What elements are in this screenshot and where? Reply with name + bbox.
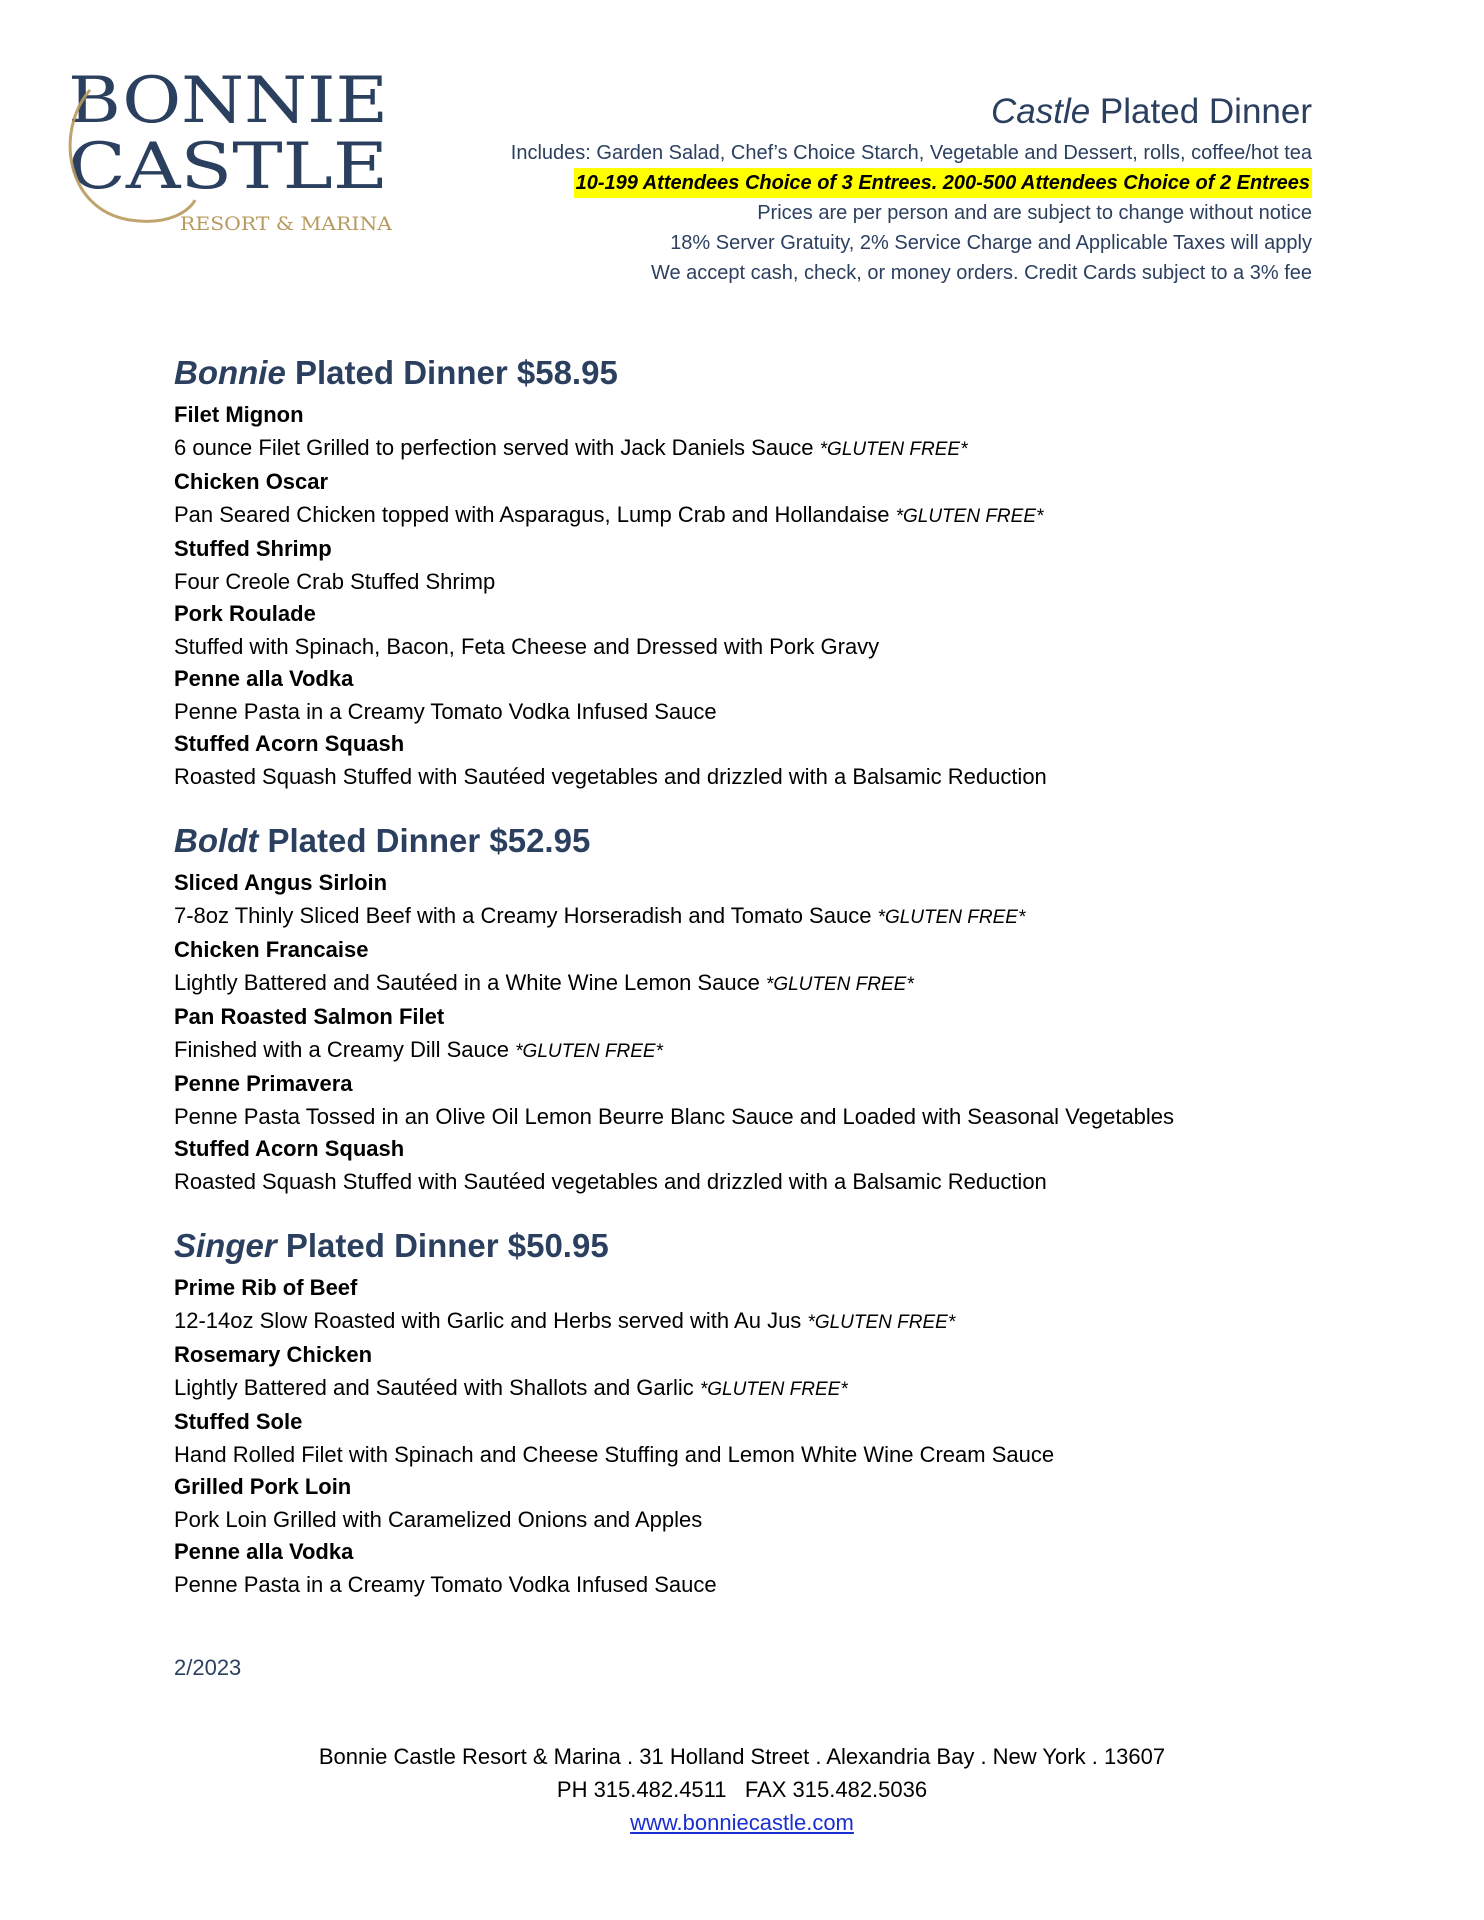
menu-section-singer xyxy=(174,1222,1324,1601)
menu-item-desc: Penne Pasta in a Creamy Tomato Vodka Infused Sauce xyxy=(174,699,717,724)
menu-item-desc: 7-8oz Thinly Sliced Beef with a Creamy Horseradish and Tomato Sauce *GLUTEN FREE* xyxy=(174,903,1026,928)
footer-phone-fax: PH 315.482.4511 FAX 315.482.5036 xyxy=(556,1777,928,1802)
menu-item-name: Filet Mignon xyxy=(174,402,304,427)
header-title-rest: Plated Dinner xyxy=(1090,92,1312,131)
menu-item-name: Stuffed Sole xyxy=(174,1409,303,1434)
gluten-free-tag: *GLUTEN FREE* xyxy=(699,1379,848,1400)
revision-date: 2/2023 xyxy=(174,1655,242,1680)
menu-item-desc: Pan Seared Chicken topped with Asparagus, Lump Crab and Hollandaise *GLUTEN FREE* xyxy=(174,502,1044,527)
section-title-rest: Plated Dinner $52.95 xyxy=(258,822,591,859)
menu-item-name: Rosemary Chicken xyxy=(174,1342,373,1367)
footer xyxy=(0,1740,1484,1839)
website-link[interactable]: www.bonniecastle.com xyxy=(630,1810,854,1835)
menu-item-desc: 6 ounce Filet Grilled to perfection served with Jack Daniels Sauce *GLUTEN FREE* xyxy=(174,435,968,460)
menu-item-name: Grilled Pork Loin xyxy=(174,1474,352,1499)
menu-section-bonnie xyxy=(174,349,1324,793)
header-title xyxy=(352,90,1312,134)
menu-item-desc: Hand Rolled Filet with Spinach and Cheese Stuffing and Lemon White Wine Cream Sauce xyxy=(174,1442,1055,1467)
menu-item-desc: Roasted Squash Stuffed with Sautéed vegetables and drizzled with a Balsamic Reduction xyxy=(174,1169,1047,1194)
gluten-free-tag: *GLUTEN FREE* xyxy=(765,974,914,995)
gluten-free-tag: *GLUTEN FREE* xyxy=(877,907,1026,928)
section-title-rest: Plated Dinner $58.95 xyxy=(285,354,618,391)
menu-item-name: Penne alla Vodka xyxy=(174,1539,354,1564)
prices-note: Prices are per person and are subject to change without notice xyxy=(757,202,1312,224)
menu xyxy=(174,349,1324,1601)
logo-brand-line2: CASTLE xyxy=(68,130,388,204)
header-title-italic: Castle xyxy=(990,92,1091,131)
section-title-rest: Plated Dinner $50.95 xyxy=(276,1227,609,1264)
logo-tagline: RESORT & MARINA xyxy=(180,213,393,235)
menu-item-name: Sliced Angus Sirloin xyxy=(174,870,388,895)
menu-item-name: Chicken Oscar xyxy=(174,469,329,494)
menu-item-desc: Lightly Battered and Sautéed with Shallots and Garlic *GLUTEN FREE* xyxy=(174,1375,848,1400)
menu-item-name: Chicken Francaise xyxy=(174,937,369,962)
section-title xyxy=(174,1222,1324,1270)
gluten-free-tag: *GLUTEN FREE* xyxy=(819,439,968,460)
header-includes: Includes: Garden Salad, Chef’s Choice Starch, Vegetable and Dessert, rolls, coffee/hot tea xyxy=(510,142,1312,164)
menu-item-desc: Finished with a Creamy Dill Sauce *GLUTEN FREE* xyxy=(174,1037,663,1062)
menu-item-desc: Lightly Battered and Sautéed in a White Wine Lemon Sauce *GLUTEN FREE* xyxy=(174,970,914,995)
section-title xyxy=(174,349,1324,397)
logo-brand-line1: BONNIE xyxy=(68,64,388,138)
menu-item-desc: Penne Pasta Tossed in an Olive Oil Lemon Beurre Blanc Sauce and Loaded with Seasonal Vegetables xyxy=(174,1104,1175,1129)
menu-item-name: Penne alla Vodka xyxy=(174,666,354,691)
section-name: Bonnie xyxy=(174,354,286,391)
menu-item-name: Stuffed Acorn Squash xyxy=(174,1136,405,1161)
menu-item-name: Penne Primavera xyxy=(174,1071,353,1096)
menu-item-name: Stuffed Shrimp xyxy=(174,536,332,561)
gluten-free-tag: *GLUTEN FREE* xyxy=(895,506,1044,527)
footer-address: Bonnie Castle Resort & Marina . 31 Holland Street . Alexandria Bay . New York . 13607 xyxy=(318,1744,1166,1769)
menu-item-desc: 12-14oz Slow Roasted with Garlic and Herbs served with Au Jus *GLUTEN FREE* xyxy=(174,1308,956,1333)
menu-item-name: Pork Roulade xyxy=(174,601,316,626)
header-info xyxy=(352,90,1312,288)
menu-item-desc: Four Creole Crab Stuffed Shrimp xyxy=(174,569,496,594)
menu-item-name: Pan Roasted Salmon Filet xyxy=(174,1004,445,1029)
section-title xyxy=(174,817,1324,865)
menu-item-desc: Penne Pasta in a Creamy Tomato Vodka Infused Sauce xyxy=(174,1572,717,1597)
payment-note: We accept cash, check, or money orders. Credit Cards subject to a 3% fee xyxy=(650,262,1312,284)
bonnie-castle-logo xyxy=(60,60,400,240)
menu-item-desc: Pork Loin Grilled with Caramelized Onions and Apples xyxy=(174,1507,703,1532)
menu-item-desc: Roasted Squash Stuffed with Sautéed vegetables and drizzled with a Balsamic Reduction xyxy=(174,764,1047,789)
menu-section-boldt xyxy=(174,817,1324,1198)
menu-item-name: Stuffed Acorn Squash xyxy=(174,731,405,756)
section-name: Boldt xyxy=(174,822,259,859)
menu-item-desc: Stuffed with Spinach, Bacon, Feta Cheese and Dressed with Pork Gravy xyxy=(174,634,880,659)
attendees-note: 10-199 Attendees Choice of 3 Entrees. 200-500 Attendees Choice of 2 Entrees xyxy=(574,168,1312,198)
section-name: Singer xyxy=(174,1227,277,1264)
gluten-free-tag: *GLUTEN FREE* xyxy=(807,1312,956,1333)
gluten-free-tag: *GLUTEN FREE* xyxy=(515,1041,663,1062)
menu-item-name: Prime Rib of Beef xyxy=(174,1275,358,1300)
gratuity-note: 18% Server Gratuity, 2% Service Charge and Applicable Taxes will apply xyxy=(670,232,1312,254)
